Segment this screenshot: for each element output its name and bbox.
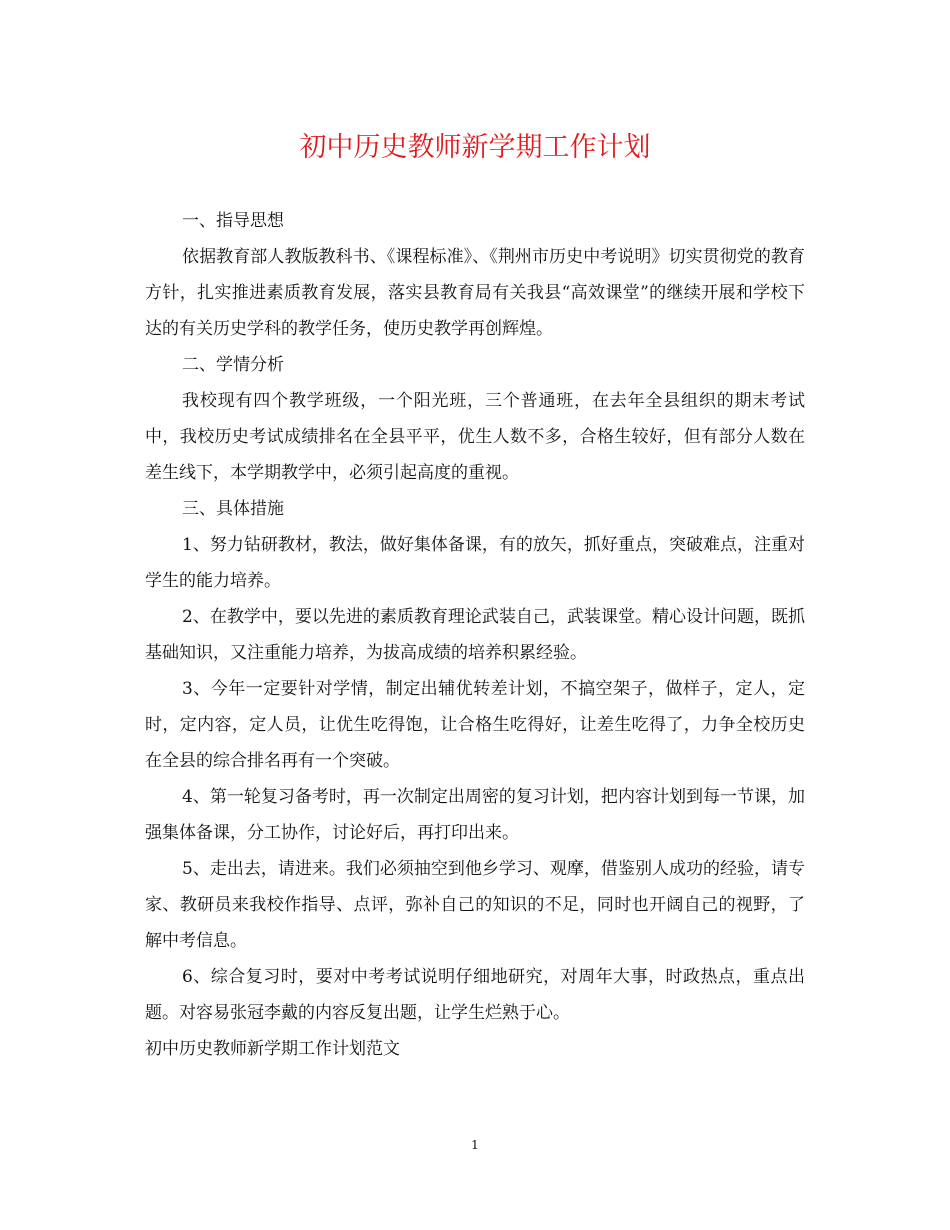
- section-heading-guiding-ideology: 一、指导思想: [182, 211, 284, 231]
- section-heading-student-analysis: 二、学情分析: [182, 355, 284, 375]
- measure-item-1: 1、努力钻研教材，教法，做好集体备课，有的放矢，抓好重点，突破难点，注重对学生的能力培养。: [145, 535, 805, 591]
- page-number: 1: [471, 1138, 479, 1152]
- document-body: [145, 203, 805, 1067]
- measure-item-4: 4、第一轮复习备考时，再一次制定出周密的复习计划，把内容计划到每一节课，加强集体备课，分工协作，讨论好后，再打印出来。: [145, 787, 805, 843]
- section-heading-measures: 三、具体措施: [182, 499, 284, 519]
- paragraph-guiding-ideology: 依据教育部人教版教科书、《课程标准》、《荆州市历史中考说明》切实贯彻党的教育方针，扎实推进素质教育发展，落实县教育局有关我县“高效课堂”的继续开展和学校下达的有关历史学科的教学任务，使历史教学再创辉煌。: [145, 247, 805, 339]
- measure-item-3: 3、今年一定要针对学情，制定出辅优转差计划，不搞空架子，做样子，定人，定时，定内容，定人员，让优生吃得饱，让合格生吃得好，让差生吃得了，力争全校历史在全县的综合排名再有一个突破。: [145, 679, 805, 771]
- document-title: 初中历史教师新学期工作计划: [299, 132, 651, 163]
- footer-heading: 初中历史教师新学期工作计划范文: [145, 1039, 400, 1059]
- measure-item-2: 2、在教学中，要以先进的素质教育理论武装自己，武装课堂。精心设计问题，既抓基础知识，又注重能力培养，为拔高成绩的培养积累经验。: [145, 607, 805, 663]
- measure-item-6: 6、综合复习时，要对中考考试说明仔细地研究，对周年大事，时政热点，重点出题。对容易张冠李戴的内容反复出题，让学生烂熟于心。: [145, 967, 805, 1023]
- paragraph-student-analysis: 我校现有四个教学班级，一个阳光班，三个普通班，在去年全县组织的期末考试中，我校历史考试成绩排名在全县平平，优生人数不多，合格生较好，但有部分人数在差生线下，本学期教学中，必须引起高度的重视。: [145, 391, 805, 483]
- measure-item-5: 5、走出去，请进来。我们必须抽空到他乡学习、观摩，借鉴别人成功的经验，请专家、教研员来我校作指导、点评，弥补自己的知识的不足，同时也开阔自己的视野，了解中考信息。: [145, 859, 805, 951]
